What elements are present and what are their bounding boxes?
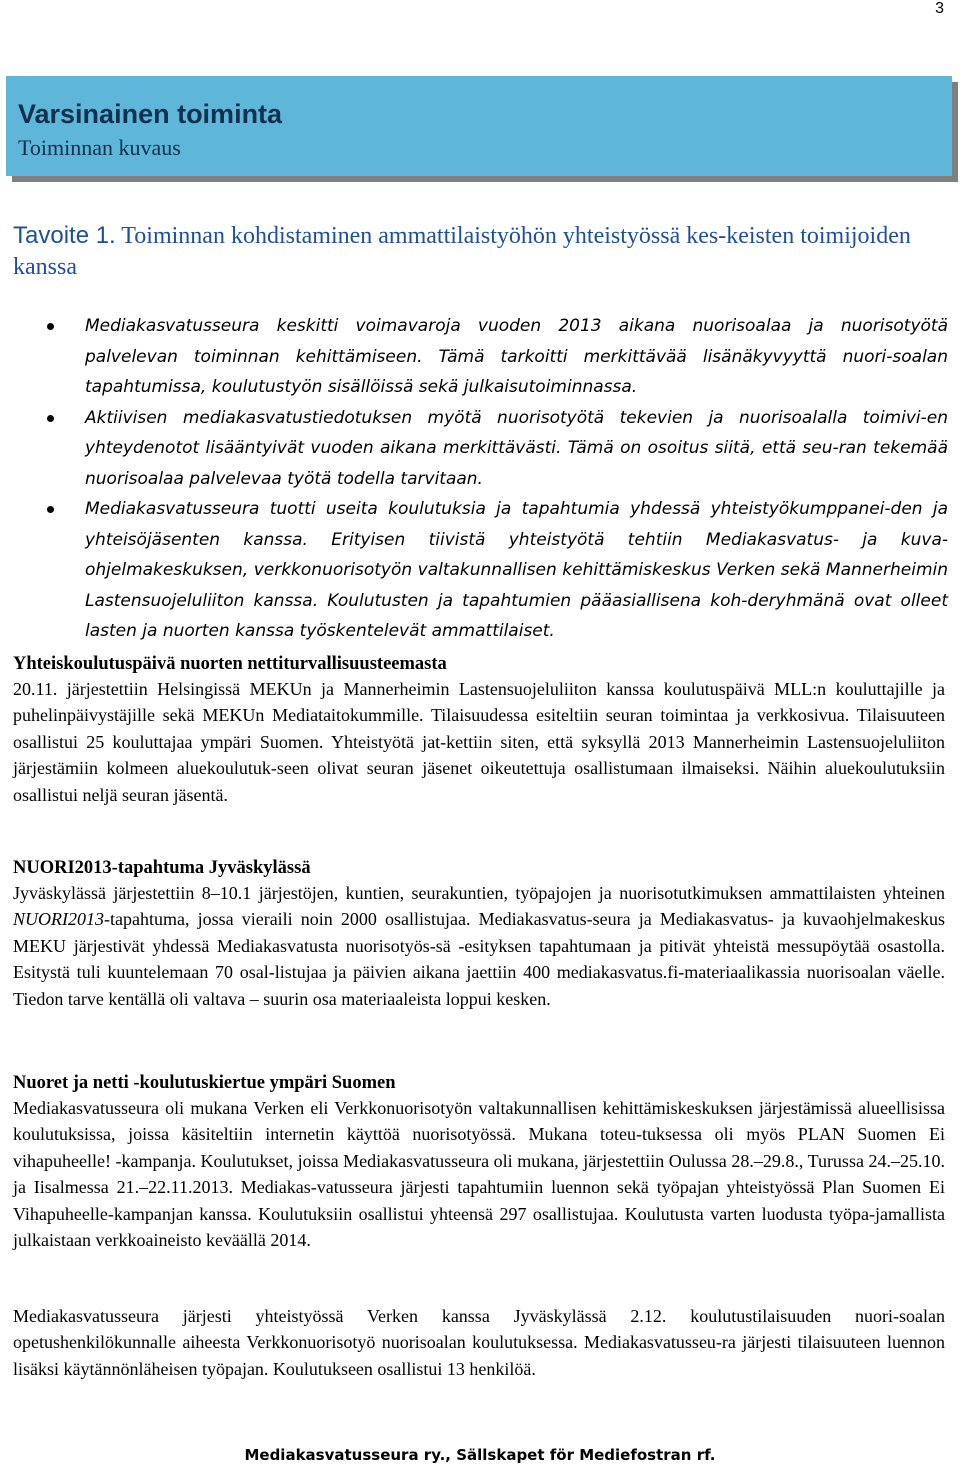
- list-item: [0, 494, 948, 647]
- paragraph-text: -tapahtuma, jossa vieraili noin 2000 osallistujaa. Mediakasvatus-seura ja Mediakasvatus- ja kuvaohjelmakeskus MEKU järjestivät yhdessä Mediakasvatusta nuorisotyös-sä -esityksen tapahtumaan ja pitivät yhteistä messupöytää osastolla. Esitystä tuli kuuntelemaan 70 osal-listujaa ja päivien aikana jaettiin 400 mediakasvatus.fi-materiaalikassia nuorisoalan väelle. Tiedon tarve kentällä oli valtava – suurin osa materiaaleista loppui kesken.: [13, 909, 945, 1009]
- list-item: [0, 403, 948, 495]
- section-koulutuskiertue: [13, 1071, 945, 1253]
- bullet-text: Mediakasvatusseura keskitti voimavaroja vuoden 2013 aikana nuorisoalaa ja nuorisotyötä palvelevan toiminnan kehittämiseen. Tämä tarkoitti merkittävää lisänäkyvyyttä nuori-soalan tapahtumissa, koulutustyön sisällöissä sekä julkaisutoiminnassa.: [85, 316, 948, 397]
- paragraph-text: Jyväskylässä järjestettiin 8–10.1 järjestöjen, kuntien, seurakuntien, työpajojen ja nuorisotutkimuksen ammattilaisten yhteinen: [13, 883, 945, 903]
- section-banner: [6, 76, 952, 176]
- list-item: [0, 311, 948, 403]
- section-heading: NUORI2013-tapahtuma Jyväskylässä: [13, 858, 311, 878]
- page-number: 3: [935, 0, 944, 17]
- section-paragraph: 20.11. järjestettiin Helsingissä MEKUn ja Mannerheimin Lastensuojeluliiton kanssa koulutuspäivä MLL:n kouluttajille ja puhelinpäivystäjille sekä MEKUn Mediataitokummille. Tilaisuudessa esiteltiin seuran toimintaa ja verkkosivua. Tilaisuuteen osallistui 25 kouluttajaa ympäri Suomen. Yhteistyötä jat-kettiin siten, että syksyllä 2013 Mannerheimin Lastensuojeluliiton järjestämiin kolmeen aluekoulutuk-seen olivat seuran jäsenet oikeutettuja osallistumaan ilmaiseksi. Näihin aluekoulutuksiin osallistui neljä seuran jäsentä.: [13, 679, 945, 805]
- section-paragraph: [13, 880, 945, 1012]
- bullet-text: Aktiivisen mediakasvatustiedotuksen myötä nuorisotyötä tekevien ja nuorisoalalla toimivi-en yhteydenotot lisääntyivät vuoden aikana merkittävästi. Tämä on osoitus siitä, että seu-ran tekemää nuorisoalaa palvelevaa työtä todella tarvitaan.: [85, 407, 948, 489]
- bullet-text: Mediakasvatusseura tuotti useita koulutuksia ja tapahtumia yhdessä yhteistyökumppanei-den ja yhteisöjäsenten kanssa. Erityisen tiivistä yhteistyötä tehtiin Mediakasvatus- ja kuva-ohjelmakeskuksen, verkkonuorisotyön valtakunnallisen kehittämiskeskus Verken sekä Mannerheimin Lastensuojeluliiton kanssa. Koulutusten ja tapahtumien pääasiallisena koh-deryhmänä ovat olleet lasten ja nuorten kanssa työskentelevät ammattilaiset.: [85, 499, 948, 641]
- bullet-icon: [47, 506, 54, 513]
- banner-title: Varsinainen toiminta: [18, 99, 283, 129]
- section-heading: Nuoret ja netti -koulutuskiertue ympäri Suomen: [13, 1073, 396, 1093]
- goal-heading: [13, 220, 943, 283]
- section-heading: Yhteiskoulutuspäivä nuorten nettiturvallisuusteemasta: [13, 654, 447, 674]
- section-paragraph: Mediakasvatusseura järjesti yhteistyössä Verken kanssa Jyväskylässä 2.12. koulutustilaisuuden nuori-soalan opetushenkilökunnalle aiheesta Verkkonuorisotyö nuorisoalan koulutuksessa. Mediakasvatusseu-ra järjesti tilaisuuteen luennon lisäksi käytännönläheisen työpajan. Koulutukseen osallistui 13 henkilöä.: [13, 1306, 945, 1379]
- section-paragraph: Mediakasvatusseura oli mukana Verken eli Verkkonuorisotyön valtakunnallisen kehittämiskeskuksen järjestämissä alueellisissa koulutuksissa, joissa käsiteltiin internetin käyttöä nuorisotyössä. Mukana toteu-tuksessa oli myös PLAN Suomen Ei vihapuheelle! -kampanja. Koulutukset, joissa Mediakasvatusseura oli mukana, järjestettiin Oulussa 28.–29.8., Turussa 24.–25.10. ja Iisalmessa 21.–22.11.2013. Mediakas-vatusseura järjesti tapahtumiin luennon sekä työpajan yhteistyössä Plan Suomen Ei Vihapuheelle-kampanjan kanssa. Koulutuksiin osallistui yhteensä 297 osallistujaa. Koulutusta varten luodusta työpa-jamallista julkaistaan verkkoaineisto keväällä 2014.: [13, 1098, 945, 1251]
- banner-subtitle: Toiminnan kuvaus: [18, 135, 181, 160]
- event-name: NUORI2013: [13, 909, 104, 930]
- page-footer: Mediakasvatusseura ry., Sällskapet för Mediefostran rf.: [244, 1446, 716, 1464]
- section-yhteiskoulutus: [13, 652, 945, 808]
- section-nuori2013: [13, 856, 945, 1012]
- goal-lead: Tavoite 1.: [13, 222, 116, 249]
- goal-bullet-list: [0, 311, 948, 647]
- bullet-icon: [47, 323, 54, 330]
- section-jyvaskyla-training: [13, 1303, 945, 1382]
- goal-text: Toiminnan kohdistaminen ammattilaistyöhön yhteistyössä kes-keisten toimijoiden kanssa: [13, 223, 911, 280]
- bullet-icon: [47, 415, 54, 422]
